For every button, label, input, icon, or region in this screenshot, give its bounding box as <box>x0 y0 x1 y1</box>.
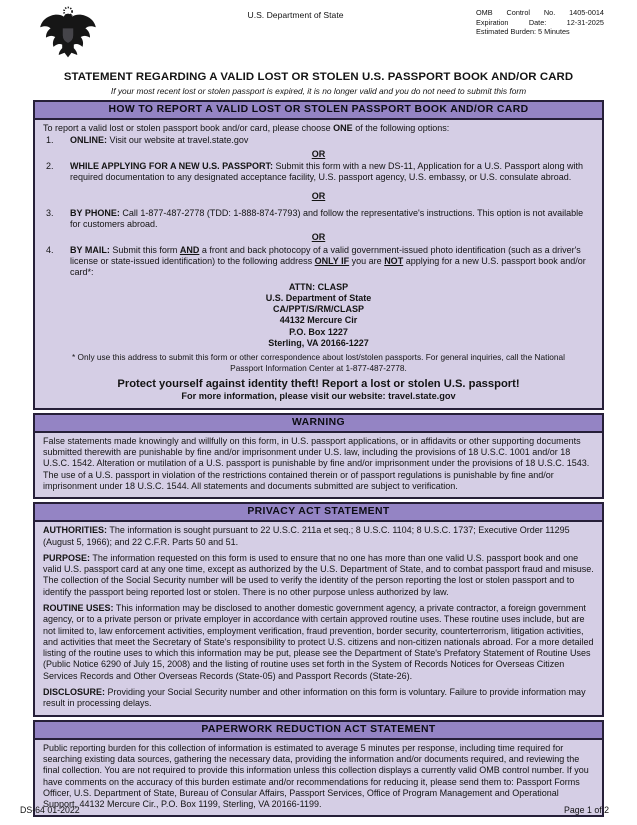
how-to-report-header: HOW TO REPORT A VALID LOST OR STOLEN PASSPORT BOOK AND/OR CARD <box>35 102 602 120</box>
omb-control-number: OMB Control No. 1405-0014 <box>476 8 604 17</box>
address-line: CA/PPT/S/RM/CLASP <box>272 304 364 315</box>
option-number: 4. <box>46 244 54 255</box>
privacy-act-header: PRIVACY ACT STATEMENT <box>35 504 602 522</box>
section-privacy-act <box>33 502 604 716</box>
address-line: 44132 Mercure Cir <box>279 315 358 326</box>
address-line: P.O. Box 1227 <box>289 326 348 337</box>
section-how-to-report <box>33 100 604 410</box>
option-text: WHILE APPLYING FOR A NEW U.S. PASSPORT: Submit this form with a new DS-11, Application for a U.S. Passport along with required documentation to any designated acceptance facility, U.S. passport agency, U.S. embassy, or U.S. consulate abroad. <box>70 160 583 183</box>
address-line: U.S. Department of State <box>265 292 372 303</box>
or-separator: OR <box>311 191 326 202</box>
warning-header: WARNING <box>35 415 602 433</box>
page-indicator: Page 1 of 2 <box>564 805 609 815</box>
or-separator: OR <box>311 232 326 243</box>
omb-block <box>476 6 604 37</box>
section-warning <box>33 413 604 499</box>
paperwork-reduction-header: PAPERWORK REDUCTION ACT STATEMENT <box>35 722 602 740</box>
option-text: BY PHONE: Call 1-877-487-2778 (TDD: 1-888-874-7793) and follow the representative's instructions. This option is not available for customers abroad. <box>70 207 584 230</box>
option-by-phone <box>43 208 594 231</box>
option-by-mail <box>43 245 594 279</box>
page-footer <box>20 805 609 815</box>
privacy-authorities-paragraph: AUTHORITIES: The information is sought pursuant to 22 U.S.C. 211a et seq.; 8 U.S.C. 1104; 8 U.S.C. 1737; Executive Order 11295 (August 5, 1966); and 22 C.F.R. Parts 50 and 51. <box>43 525 570 547</box>
how-to-intro: To report a valid lost or stolen passport book and/or card, please choose ONE of the following options: <box>43 123 450 133</box>
form-header <box>33 6 604 65</box>
option-number: 2. <box>46 160 54 171</box>
option-number: 3. <box>46 207 54 218</box>
section-paperwork-reduction <box>33 720 604 818</box>
more-info-notice: For more information, please visit our website: travel.state.gov <box>181 391 456 402</box>
omb-estimated-burden: Estimated Burden: 5 Minutes <box>476 27 570 37</box>
or-separator: OR <box>311 148 326 159</box>
identity-theft-notice: Protect yourself against identity theft! Report a lost or stolen U.S. passport! <box>117 377 520 390</box>
address-footnote: * Only use this address to submit this form or other correspondence about lost/stolen passports. For general inquiries, call the National Passport Information Center at 1-877-487-2778. <box>72 352 565 373</box>
how-to-report-body <box>35 120 602 408</box>
great-seal-eagle-icon <box>33 6 115 65</box>
privacy-purpose-paragraph: PURPOSE: The information requested on this form is used to ensure that no one has more than one valid U.S. passport book and one valid U.S. passport card at any one time, except as authorized by the U.S. Department of State, and to combat passport fraud and misuse. The collection of the Social Security number will be used to verify the identity of the person reporting the lost or stolen passport and to identify the passport being reported lost or stolen. There is no other purpose unless authorized by law. <box>43 552 594 597</box>
paperwork-reduction-body: Public reporting burden for this collection of information is estimated to average 5 minutes per response, including time required for searching existing data sources, gathering the necessary data, providing the information and/or documents required, and reviewing the final collection. You are not required to provide this information unless this collection displays a currently valid OMB control number. If you have comments on the accuracy of this burden estimate and/or recommendations for reducing it, please send them to: Passport Forms Officer, U.S. Department of State, Bureau of Consular Affairs, Passport Services, Office of Program Management and Operational Support, 44132 Mercure Cir., P.O. Box 1199, Sterling, VA 20166-1199. <box>43 742 589 810</box>
option-text: BY MAIL: Submit this form AND a front and back photocopy of a valid government-issued photo identification (such as a driver's license or state-issued identification) to the following address ONLY IF you are NOT applying for a new U.S. passport book and/or card*: <box>70 244 586 278</box>
warning-body: False statements made knowingly and willfully on this form, in U.S. passport applications, or in affidavits or other supporting documents submitted therewith are punishable by fine and/or imprisonment under U.S. law, including the provisions of 18 U.S.C. 1001 and/or 18 U.S.C. 1542. Alteration or mutilation of a U.S. passport is punishable by fine and/or imprisonment under the provisions of 18 U.S.C. 1543. The use of a U.S. passport in violation of the restrictions contained therein or of passport regulations is punishable by fine and/or imprisonment under 18 U.S.C. 1544. All statements and documents submitted are subject to verification. <box>43 435 590 491</box>
mailing-address <box>43 282 594 350</box>
privacy-act-body <box>35 522 602 714</box>
option-number: 1. <box>46 135 54 146</box>
address-line: ATTN: CLASP <box>288 281 349 292</box>
form-number: DS-64 01-2022 <box>20 805 80 815</box>
address-line: Sterling, VA 20166-1227 <box>268 338 369 349</box>
option-new-passport <box>43 161 594 184</box>
option-text: ONLINE: Visit our website at travel.state.gov <box>70 135 249 146</box>
form-subtitle: If your most recent lost or stolen passport is expired, it is no longer valid and you do not need to submit this form <box>110 86 527 96</box>
privacy-routine-uses-paragraph: ROUTINE USES: This information may be disclosed to another domestic government agency, a private contractor, a foreign government agency, or to a private person or private employer in accordance with certain approved routine uses. These routine uses include, but are not limited to, law enforcement activities, employment verification, fraud prevention, border security, counterterrorism, litigation activities, and activities that meet the Secretary of State's responsibility to protect U.S. citizens and non-citizen nationals abroad. For a more detailed listing of the routine uses to which this information may be put, please see the Department of State's Prefatory Statement of Routine Uses (Public Notice 6290 of July 15, 2008) and the listing of routine uses set forth in the System of Records Notices for Overseas Citizen Services Records and Other Overseas Records (State-05) and Passport Records (State-26). <box>43 603 594 681</box>
omb-expiration-date: Expiration Date: 12-31-2025 <box>476 17 604 27</box>
form-title: STATEMENT REGARDING A VALID LOST OR STOLEN U.S. PASSPORT BOOK AND/OR CARD <box>63 71 574 83</box>
option-online <box>43 135 594 146</box>
agency-name: U.S. Department of State <box>247 10 344 20</box>
privacy-disclosure-paragraph: DISCLOSURE: Providing your Social Security number and other information on this form is voluntary. Failure to provide information may result in processing delays. <box>43 687 586 709</box>
